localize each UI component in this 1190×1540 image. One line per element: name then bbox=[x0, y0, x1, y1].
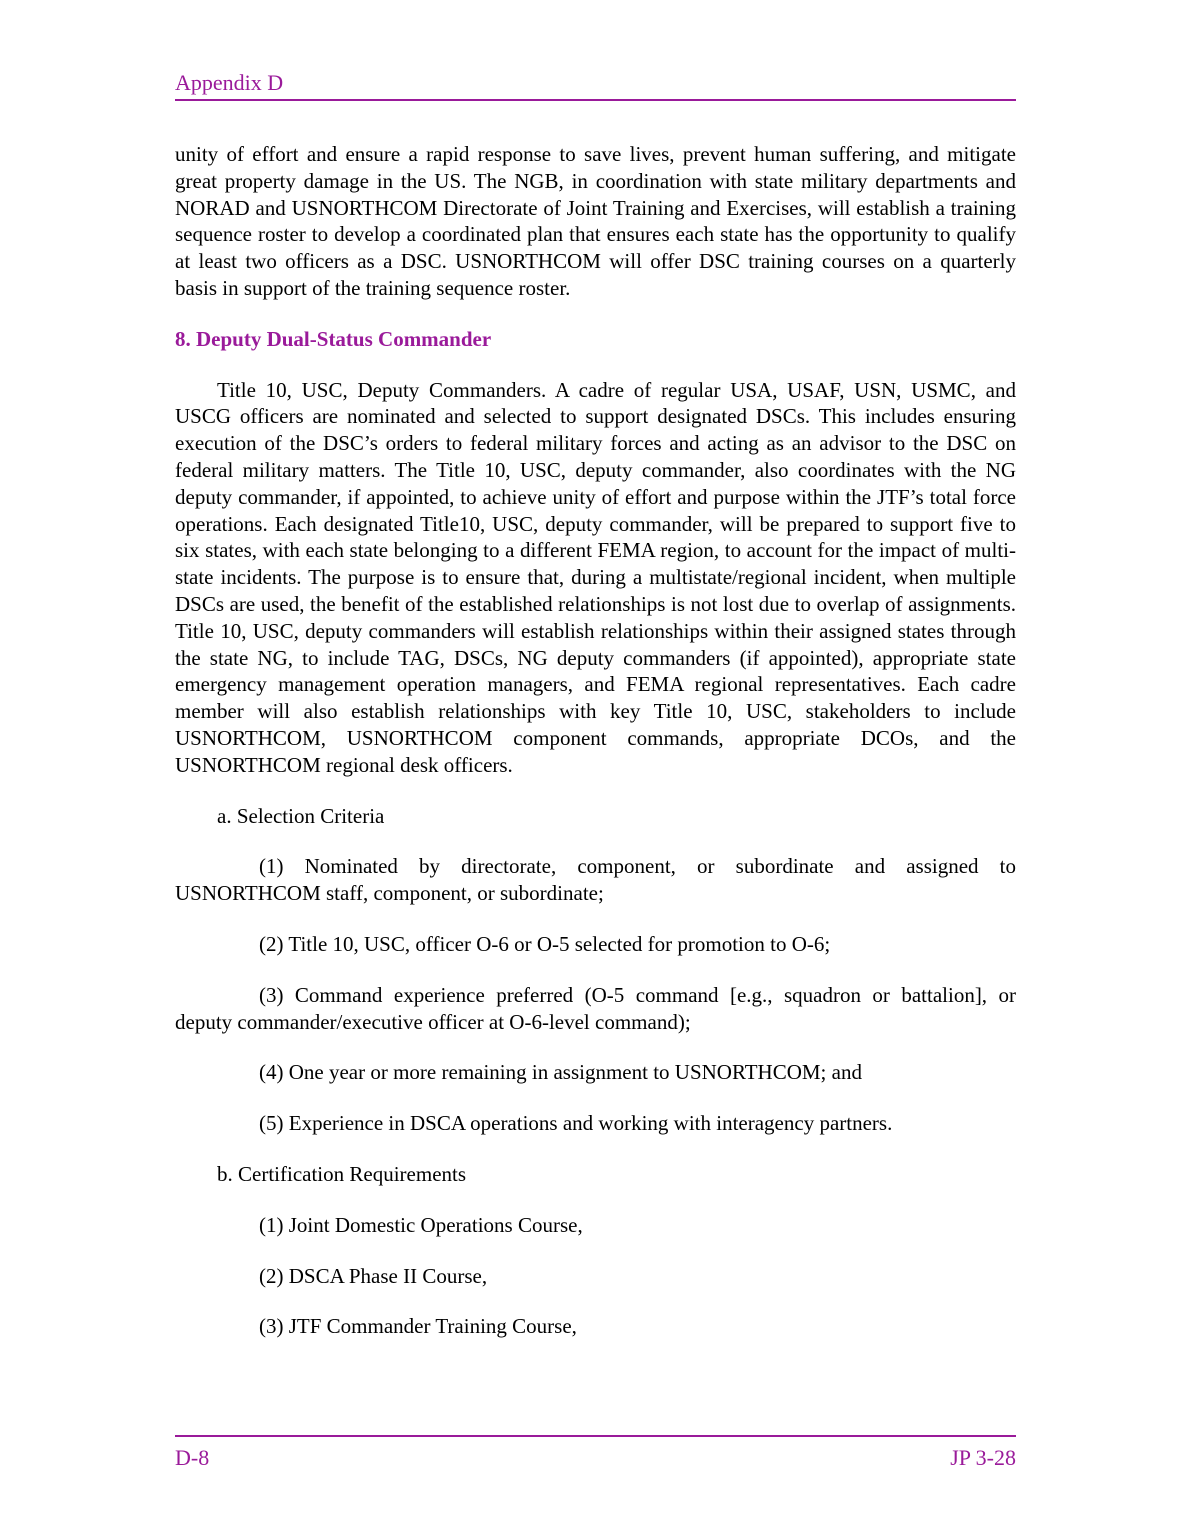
certification-item-2: (2) DSCA Phase II Course, bbox=[259, 1263, 488, 1288]
header-rule bbox=[175, 99, 1016, 101]
intro-paragraph: unity of effort and ensure a rapid response to save lives, prevent human suffering, and mitigate great property damage in the US. The NGB, in coordination with state military departments and NORAD and USNORTHCOM Directorate of Joint Training and Exercises, will establish a training sequence roster to develop a coordinated plan that ensures each state has the opportunity to qualify at least two officers as a DSC. USNORTHCOM will offer DSC training courses on a quarterly basis in support of the training sequence roster. bbox=[175, 142, 1016, 300]
section-paragraph: Title 10, USC, Deputy Commanders. A cadre of regular USA, USAF, USN, USMC, and USCG officers are nominated and selected to support designated DSCs. This includes ensuring execution of the DSC’s orders to federal military forces and acting as an advisor to the DSC on federal military matters. The Title 10, USC, deputy commander, also coordinates with the NG deputy commander, if appointed, to achieve unity of effort and purpose within the JTF’s total force operations. Each designated Title10, USC, deputy commander, will be prepared to support five to six states, with each state belonging to a different FEMA region, to account for the impact of multi-state incidents. The purpose is to ensure that, during a multistate/regional incident, when multiple DSCs are used, the benefit of the established relationships is not lost due to overlap of assignments. Title 10, USC, deputy commanders will establish relationships within their assigned states through the state NG, to include TAG, DSCs, NG deputy commanders (if appointed), appropriate state emergency management operation managers, and FEMA regional representatives. Each cadre member will also establish relationships with key Title 10, USC, stakeholders to include USNORTHCOM, USNORTHCOM component commands, appropriate DCOs, and the USNORTHCOM regional desk officers. bbox=[175, 377, 1016, 777]
certification-item-3: (3) JTF Commander Training Course, bbox=[259, 1314, 577, 1339]
document-body bbox=[175, 141, 1016, 1340]
selection-item-1: (1) Nominated by directorate, component, or subordinate and assigned to USNORTHCOM staff, component, or subordinate; bbox=[175, 854, 1016, 906]
selection-item-3: (3) Command experience preferred (O-5 command [e.g., squadron or battalion], or deputy commander/executive officer at O-6-level command); bbox=[175, 982, 1016, 1034]
certification-item-1: (1) Joint Domestic Operations Course, bbox=[259, 1212, 583, 1237]
subsection-certification-requirements: b. Certification Requirements bbox=[217, 1161, 467, 1186]
subsection-selection-criteria: a. Selection Criteria bbox=[217, 803, 385, 828]
selection-item-5: (5) Experience in DSCA operations and working with interagency partners. bbox=[259, 1111, 893, 1136]
section-heading: 8. Deputy Dual-Status Commander bbox=[175, 326, 492, 351]
footer-rule bbox=[175, 1435, 1016, 1437]
page-header-title: Appendix D bbox=[175, 70, 284, 95]
footer-page-number: D-8 bbox=[175, 1445, 210, 1470]
selection-item-4: (4) One year or more remaining in assignment to USNORTHCOM; and bbox=[259, 1060, 862, 1085]
footer-publication: JP 3-28 bbox=[950, 1445, 1016, 1470]
selection-item-2: (2) Title 10, USC, officer O-6 or O-5 selected for promotion to O-6; bbox=[259, 931, 831, 956]
